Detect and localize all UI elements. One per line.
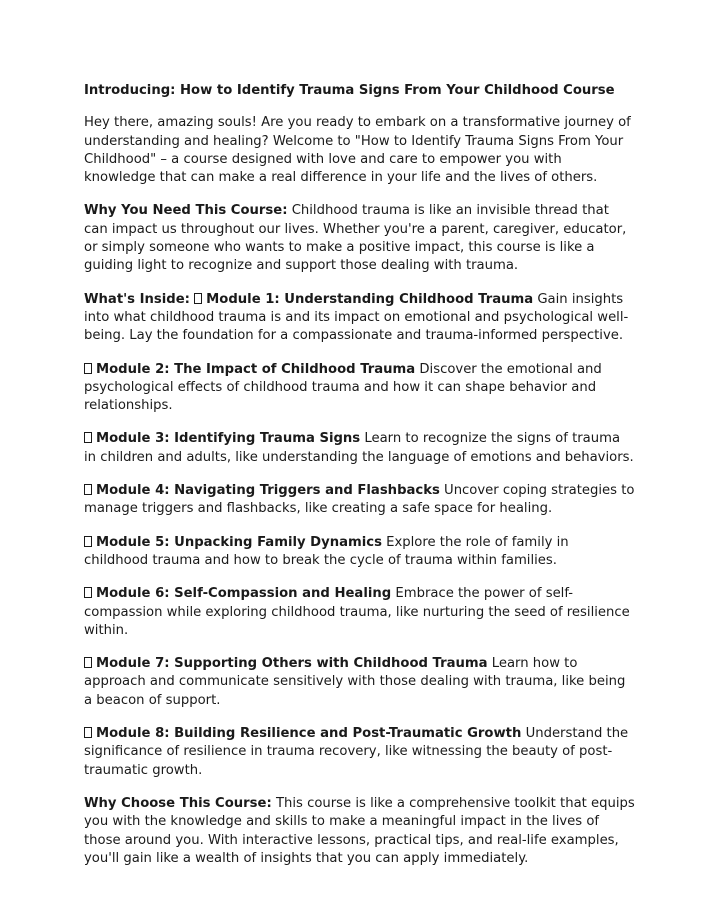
why-need-paragraph: [84, 202, 636, 275]
module-2-paragraph: [84, 361, 636, 416]
missing-glyph-icon: [194, 293, 202, 304]
module-7-heading: Module 7: Supporting Others with Childhood Trauma: [96, 656, 488, 672]
missing-glyph-icon: [84, 484, 92, 495]
why-choose-text: This course is like a comprehensive toolkit that equips you with the knowledge and skills to make a meaningful impact in the lives of those around you. With interactive lessons, practical tips, and real-life examples, you'll gain like a wealth of insights that you can apply immediately.: [84, 795, 635, 866]
module-1-paragraph: [84, 291, 636, 346]
module-8-text: Understand the significance of resilience in trauma recovery, like witnessing the beauty of post-traumatic growth.: [84, 726, 629, 778]
module-8-heading: Module 8: Building Resilience and Post-Traumatic Growth: [96, 726, 522, 742]
missing-glyph-icon: [84, 657, 92, 668]
module-6-heading: Module 6: Self-Compassion and Healing: [96, 586, 392, 602]
module-5-text: Explore the role of family in childhood trauma and how to break the cycle of trauma within families.: [84, 534, 569, 568]
module-1-text: Gain insights into what childhood trauma is and its impact on emotional and psychological well-being. Lay the foundation for a compassionate and trauma-informed perspective.: [84, 291, 629, 344]
module-2-heading: Module 2: The Impact of Childhood Trauma: [96, 361, 416, 377]
module-4-heading: Module 4: Navigating Triggers and Flashbacks: [96, 483, 440, 499]
module-7-paragraph: [84, 655, 636, 710]
missing-glyph-icon: [84, 587, 92, 598]
module-6-paragraph: [84, 585, 636, 640]
module-5-heading: Module 5: Unpacking Family Dynamics: [96, 534, 382, 550]
module-5-paragraph: [84, 534, 636, 571]
module-7-text: Learn how to approach and communicate sensitively with those dealing with trauma, like being a beacon of support.: [84, 656, 626, 708]
module-2-text: Discover the emotional and psychological effects of childhood trauma and how it can shape behavior and relationships.: [84, 361, 602, 414]
why-choose-paragraph: [84, 795, 636, 868]
document-page: [84, 82, 636, 883]
document-title: Introducing: How to Identify Trauma Signs From Your Childhood Course: [84, 83, 615, 98]
whats-inside-heading: What's Inside:: [84, 291, 190, 307]
why-need-text: Childhood trauma is like an invisible thread that can impact us throughout our lives. Whether you're a parent, caregiver, educator, or simply someone who wants to make a positive impact, this course is like a guiding light to recognize and support those dealing with trauma.: [84, 203, 627, 274]
module-1-heading: Module 1: Understanding Childhood Trauma: [206, 291, 534, 307]
module-6-text: Embrace the power of self-compassion while exploring childhood trauma, like nurturing the seed of resilience within.: [84, 586, 630, 638]
module-3-heading: Module 3: Identifying Trauma Signs: [96, 431, 361, 447]
missing-glyph-icon: [84, 727, 92, 738]
module-4-text: Uncover coping strategies to manage triggers and flashbacks, like creating a safe space for healing.: [84, 483, 635, 517]
why-choose-heading: Why Choose This Course:: [84, 795, 272, 811]
module-3-text: Learn to recognize the signs of trauma in children and adults, like understanding the language of emotions and behaviors.: [84, 431, 634, 465]
missing-glyph-icon: [84, 536, 92, 547]
module-8-paragraph: [84, 725, 636, 780]
missing-glyph-icon: [84, 363, 92, 374]
module-4-paragraph: [84, 482, 636, 519]
why-need-heading: Why You Need This Course:: [84, 203, 288, 219]
missing-glyph-icon: [84, 432, 92, 443]
module-3-paragraph: [84, 430, 636, 467]
intro-paragraph: Hey there, amazing souls! Are you ready to embark on a transformative journey of understanding and healing? Welcome to "How to Identify Trauma Signs From Your Childhood" – a course designed with love and care to empower you with knowledge that can make a real difference in your life and the lives of others.: [84, 115, 631, 186]
